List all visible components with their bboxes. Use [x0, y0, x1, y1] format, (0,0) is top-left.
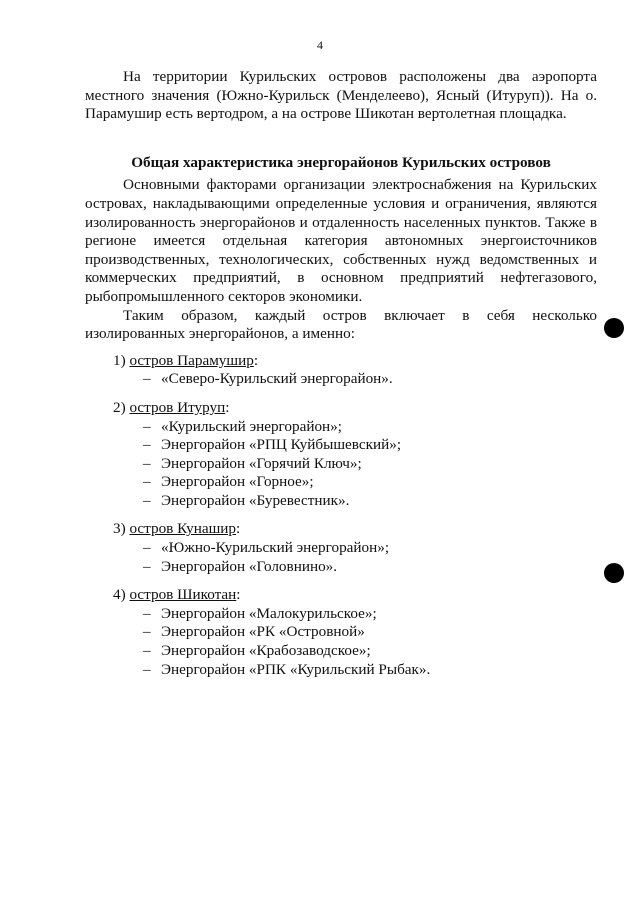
energy-district-item: – «Курильский энергорайон»;	[85, 418, 597, 437]
document-body	[85, 68, 597, 679]
section-heading: Общая характеристика энергорайонов Курильских островов	[131, 153, 551, 171]
energy-district-item: – Энергорайон «РПК «Курильский Рыбак».	[85, 661, 597, 680]
island-number: 4)	[113, 586, 126, 604]
island-number: 2)	[113, 398, 126, 416]
island-group-kunashir	[85, 520, 597, 576]
island-name: остров Кунашир	[129, 520, 237, 538]
paragraph-summary: Таким образом, каждый остров включает в себя несколько изолированных энергорайонов, а именно:	[85, 306, 597, 343]
island-label: 1) остров Парамушир:	[113, 351, 259, 369]
island-label: 3) остров Кунашир:	[113, 520, 241, 538]
island-label: 2) остров Итуруп:	[113, 398, 230, 416]
energy-district-item: – «Северо-Курильский энергорайон».	[85, 370, 597, 389]
binder-hole-icon	[604, 563, 624, 583]
energy-district-list	[85, 605, 597, 679]
energy-district-list	[85, 539, 597, 576]
island-name: остров Итуруп	[129, 398, 226, 416]
energy-district-list	[85, 418, 597, 511]
island-label: 4) остров Шикотан:	[113, 586, 241, 604]
energy-district-item: – Энергорайон «Головнино».	[85, 558, 597, 577]
energy-district-item: – Энергорайон «Буревестник».	[85, 492, 597, 511]
intro-paragraph: На территории Курильских островов расположены два аэропорта местного значения (Южно-Курильск (Менделеево), Ясный (Итуруп)). На о. Парамушир есть вертодром, а на острове Шикотан вертолетная площадка.	[85, 68, 597, 123]
energy-district-item: – Энергорайон «РК «Островной»	[85, 623, 597, 642]
energy-district-item: – Энергорайон «РПЦ Куйбышевский»;	[85, 436, 597, 455]
energy-district-item: – Энергорайон «Горячий Ключ»;	[85, 455, 597, 474]
paragraph-factors: Основными факторами организации электроснабжения на Курильских островах, накладывающими определенные условия и ограничения, являются изолированность энергорайонов и отдаленность населенных пунктов. Также в регионе имеется отдельная категория автономных энергоисточников производственных, технологических, собственных нужд ведомственных и коммерческих предприятий, в основном предприятий нефтегазового, рыбопромышленного секторов экономики.	[85, 176, 597, 305]
energy-district-item: – Энергорайон «Горное»;	[85, 473, 597, 492]
island-name: остров Шикотан	[129, 586, 237, 604]
binder-hole-icon	[604, 318, 624, 338]
page-number: 4	[317, 38, 323, 52]
energy-district-item: – Энергорайон «Малокурильское»;	[85, 605, 597, 624]
island-group-iturup	[85, 399, 597, 511]
energy-district-item: – Энергорайон «Крабозаводское»;	[85, 642, 597, 661]
island-group-shikotan	[85, 586, 597, 679]
energy-district-item: – «Южно-Курильский энергорайон»;	[85, 539, 597, 558]
island-number: 1)	[113, 351, 126, 369]
island-group-paramushir	[85, 352, 597, 389]
energy-district-list	[85, 370, 597, 389]
island-name: остров Парамушир	[129, 351, 254, 369]
island-number: 3)	[113, 520, 126, 538]
